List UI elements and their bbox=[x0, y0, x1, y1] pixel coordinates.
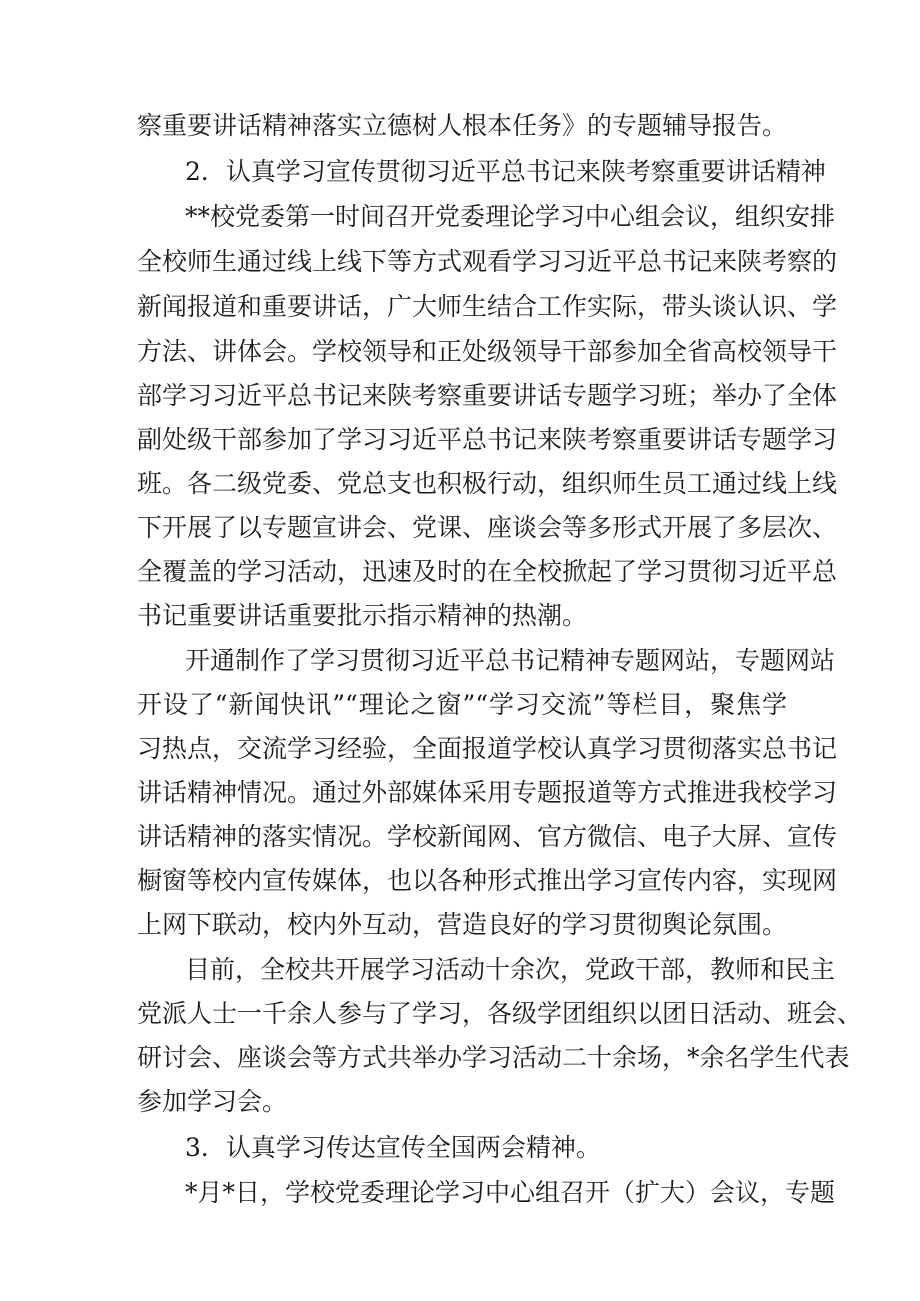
paragraph-line: 开设了“新闻快讯”“理论之窗”“学习交流”等栏目，聚焦学 bbox=[137, 690, 787, 719]
paragraph-line: 研讨会、座谈会等方式共举办学习活动二十余场，*余名学生代表 bbox=[137, 1043, 850, 1072]
paragraph-line: 察重要讲话精神落实立德树人根本任务》的专题辅导报告。 bbox=[137, 111, 788, 140]
paragraph-line: 书记重要讲话重要批示指示精神的热潮。 bbox=[137, 601, 588, 630]
paragraph-line: 部学习习近平总书记来陕考察重要讲话专题学习班；举办了全体 bbox=[137, 381, 838, 410]
section-heading-2: 2．认真学习宣传贯彻习近平总书记来陕考察重要讲话精神 bbox=[185, 157, 826, 186]
paragraph-line: 参加学习会。 bbox=[137, 1087, 288, 1116]
paragraph-line: **校党委第一时间召开党委理论学习中心组会议，组织安排 bbox=[185, 202, 836, 231]
paragraph-line: 下开展了以专题宣讲会、党课、座谈会等多形式开展了多层次、 bbox=[137, 513, 838, 542]
paragraph-line: 新闻报道和重要讲话，广大师生结合工作实际，带头谈认识、学 bbox=[137, 292, 838, 321]
paragraph-line: 开通制作了学习贯彻习近平总书记精神专题网站，专题网站 bbox=[185, 646, 836, 675]
paragraph-line: 习热点，交流学习经验，全面报道学校认真学习贯彻落实总书记 bbox=[137, 734, 838, 763]
paragraph-line: 班。各二级党委、党总支也积极行动，组织师生员工通过线上线 bbox=[137, 469, 838, 498]
paragraph-line: 讲话精神的落实情况。学校新闻网、官方微信、电子大屏、宣传 bbox=[137, 822, 838, 851]
paragraph-line: 上网下联动，校内外互动，营造良好的学习贯彻舆论氛围。 bbox=[137, 910, 788, 939]
paragraph-line: 目前，全校共开展学习活动十余次，党政干部，教师和民主 bbox=[185, 955, 836, 984]
paragraph-line: 党派人士一千余人参与了学习，各级学团组织以团日活动、班会、 bbox=[137, 999, 863, 1028]
paragraph-line: 讲话精神情况。通过外部媒体采用专题报道等方式推进我校学习 bbox=[137, 778, 838, 807]
paragraph-line: 全覆盖的学习活动，迅速及时的在全校掀起了学习贯彻习近平总 bbox=[137, 557, 838, 586]
paragraph-line: *月*日，学校党委理论学习中心组召开（扩大）会议，专题 bbox=[185, 1178, 836, 1207]
section-heading-3: 3．认真学习传达宣传全国两会精神。 bbox=[185, 1133, 601, 1162]
paragraph-line: 方法、讲体会。学校领导和正处级领导干部参加全省高校领导干 bbox=[137, 337, 838, 366]
paragraph-line: 橱窗等校内宣传媒体，也以各种形式推出学习宣传内容，实现网 bbox=[137, 866, 838, 895]
paragraph-line: 副处级干部参加了学习习近平总书记来陕考察重要讲话专题学习 bbox=[137, 425, 838, 454]
paragraph-line: 全校师生通过线上线下等方式观看学习习近平总书记来陕考察的 bbox=[137, 247, 838, 276]
